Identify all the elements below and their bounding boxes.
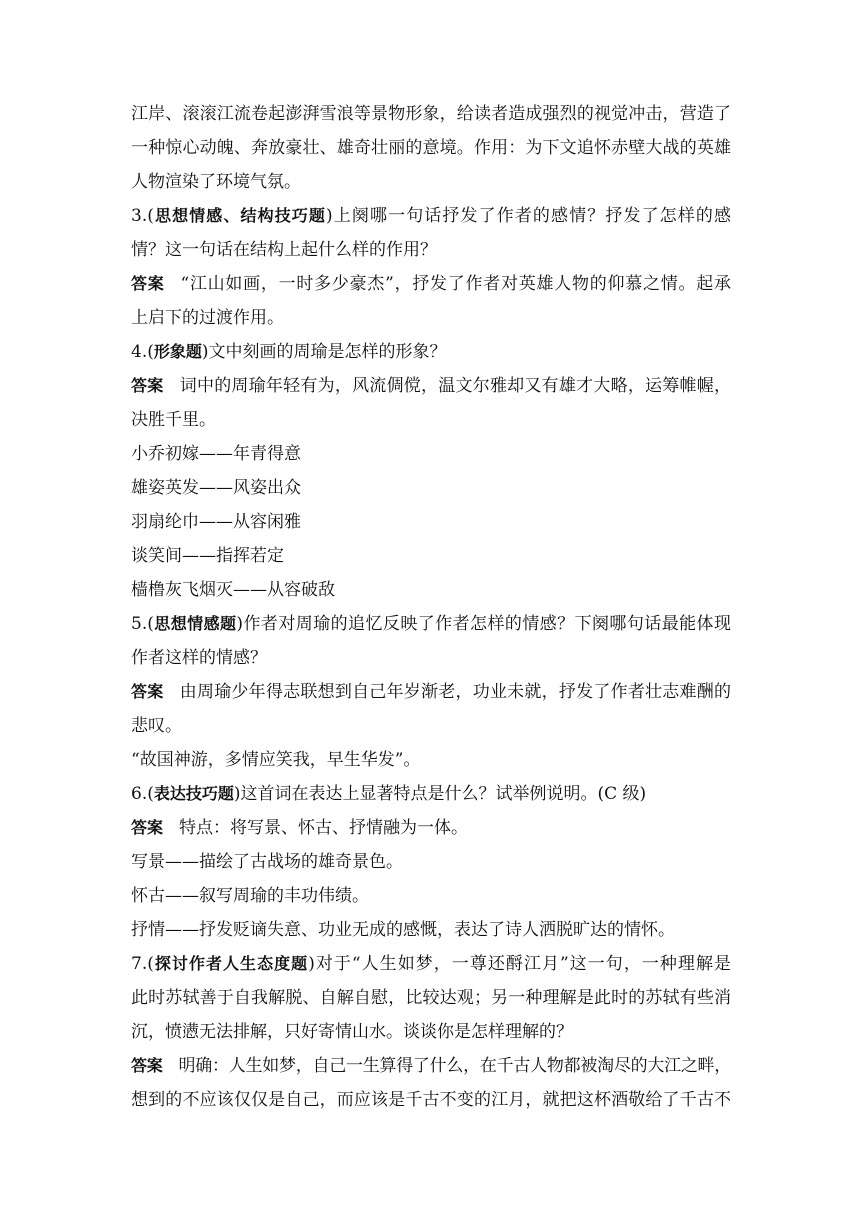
list-item: 谈笑间——指挥若定: [131, 546, 284, 566]
list-item: 怀古——叙写周瑜的丰功伟绩。: [131, 886, 369, 906]
question-type-tag: 形象题: [153, 342, 202, 361]
question-type-tag: 探讨作者人生态度题: [153, 954, 309, 973]
question-number: 3.(: [131, 206, 154, 226]
answer-label: 答案: [131, 274, 165, 293]
list-item: 抒情——抒发贬谪失意、功业无成的感慨，表达了诗人洒脱旷达的情怀。: [131, 920, 675, 940]
question-number: 7.(: [131, 954, 154, 974]
answer-text: “江山如画，一时多少豪杰”，抒发了作者对英雄人物的仰慕之情。起承: [180, 274, 731, 294]
answer-label: 答案: [131, 376, 164, 395]
list-item: 樯橹灰飞烟灭——从容破敌: [131, 580, 335, 600]
question-6: [131, 783, 731, 805]
text-line: 江岸、滚滚江流卷起澎湃雪浪等景物形象，给读者造成强烈的视觉冲击，营造了: [131, 104, 731, 124]
list-item: 小乔初嫁——年青得意: [131, 444, 301, 464]
text-line: 决胜千里。: [131, 410, 216, 430]
answer-label: 答案: [131, 682, 164, 701]
text-line: 上启下的过渡作用。: [131, 308, 284, 328]
question-number: 5.(: [131, 614, 154, 634]
text-line: 此时苏轼善于自我解脱、自解自慰，比较达观；另一种理解是此时的苏轼有些消: [131, 988, 731, 1008]
question-text: )上阕哪一句话抒发了作者的感情？抒发了怎样的感: [326, 206, 731, 226]
list-item: 雄姿英发——风姿出众: [131, 478, 301, 498]
question-number: 6.(: [131, 784, 154, 804]
list-item: 羽扇纶巾——从容闲雅: [131, 512, 301, 532]
question-text: )作者对周瑜的追忆反映了作者怎样的情感？下阕哪句话最能体现: [236, 614, 731, 634]
answer-text: 由周瑜少年得志联想到自己年岁渐老，功业未就，抒发了作者壮志难酬的: [179, 682, 731, 702]
question-7: [131, 953, 731, 975]
text-line: 想到的不应该仅仅是自己，而应该是千古不变的江月，就把这杯酒敬给了千古不: [131, 1090, 731, 1110]
text-line: 作者这样的情感？: [131, 648, 267, 668]
answer-label: 答案: [131, 818, 164, 837]
question-4: [131, 341, 731, 363]
answer-text: 词中的周瑜年轻有为，风流倜傥，温文尔雅却又有雄才大略，运筹帷幄，: [179, 376, 731, 396]
question-type-tag: 思想情感题: [153, 614, 237, 633]
text-line: 悲叹。: [131, 716, 182, 736]
question-number: 4.(: [131, 342, 154, 362]
question-type-tag: 表达技巧题: [153, 784, 234, 803]
text-line: 沉，愤懑无法排解，只好寄情山水。谈谈你是怎样理解的？: [131, 1022, 573, 1042]
question-type-tag: 思想情感、结构技巧题: [153, 206, 327, 225]
answer-text: 特点：将写景、怀古、抒情融为一体。: [179, 818, 469, 838]
answer-3: [131, 273, 731, 295]
question-text: )这首词在表达上显著特点是什么？试举例说明。(C 级): [233, 784, 647, 804]
text-line: 一种惊心动魄、奔放豪壮、雄奇壮丽的意境。作用：为下文追怀赤壁大战的英雄: [131, 138, 731, 158]
answer-6: [131, 817, 731, 839]
answer-label: 答案: [131, 1056, 163, 1075]
text-line: 人物渲染了环境气氛。: [131, 172, 301, 192]
answer-4: [131, 375, 731, 397]
question-text: )对于“人生如梦，一尊还酹江月”这一句，一种理解是: [308, 954, 731, 974]
answer-7: [131, 1055, 731, 1077]
answer-text: 明确：人生如梦，自己一生算得了什么，在千古人物都被淘尽的大江之畔，: [178, 1056, 731, 1076]
question-5: [131, 613, 731, 635]
question-text: )文中刻画的周瑜是怎样的形象？: [201, 342, 447, 362]
question-3: [131, 205, 731, 227]
answer-5: [131, 681, 731, 703]
text-line: 情？这一句话在结构上起什么样的作用？: [131, 240, 437, 260]
quote-line: “故国神游，多情应笑我，早生华发”。: [131, 750, 421, 770]
list-item: 写景——描绘了古战场的雄奇景色。: [131, 852, 403, 872]
